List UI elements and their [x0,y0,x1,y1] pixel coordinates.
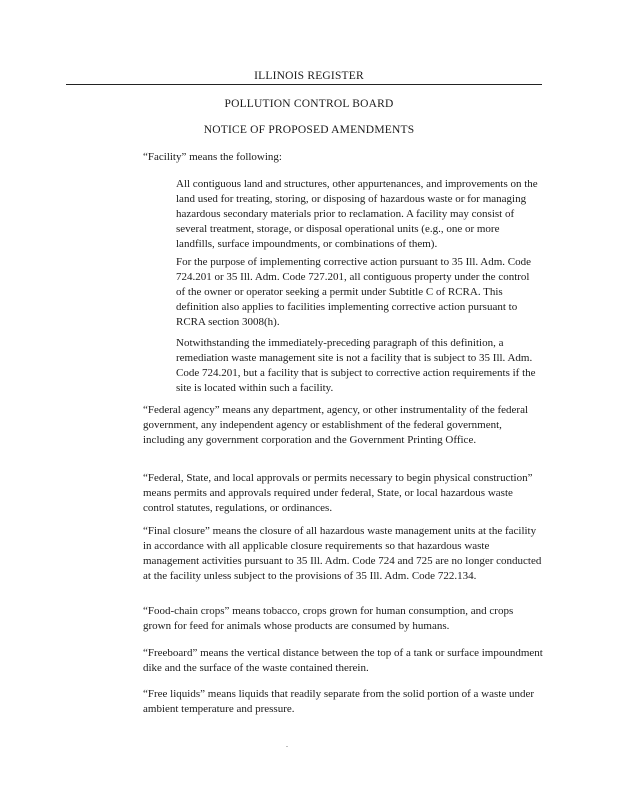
notice-title: NOTICE OF PROPOSED AMENDMENTS [203,124,415,136]
definition-free-liquids: “Free liquids” means liquids that readily separate from the solid portion of a waste under ambient temperature and pressure. [143,688,534,715]
facility-subparagraph-3: Notwithstanding the immediately-preceding paragraph of this definition, a remediation waste management site is not a facility that is subject to 35 Ill. Adm. Code 724.201, but a facility that is subject to corrective action requirements if the site is located within such a facility. [176,337,536,394]
facility-subparagraph-1: All contiguous land and structures, other appurtenances, and improvements on the land used for treating, storing, or disposing of hazardous waste or for managing hazardous secondary materials prior to reclamation. A facility may consist of several treatment, storage, or disposal operational units (e.g., one or more landfills, surface impoundments, or combinations of them). [176,178,538,250]
facility-subparagraph-2: For the purpose of implementing corrective action pursuant to 35 Ill. Adm. Code 724.201 or 35 Ill. Adm. Code 727.201, all contiguous property under the control of the owner or operator seeking a permit under Subtitle C of RCRA. This definition also applies to facilities implementing corrective action pursuant to RCRA section 3008(h). [176,256,531,328]
facility-intro: “Facility” means the following: [143,151,282,163]
register-title: ILLINOIS REGISTER [254,70,364,82]
definition-freeboard: “Freeboard” means the vertical distance between the top of a tank or surface impoundment dike and the surface of the waste contained therein. [143,647,543,674]
board-title: POLLUTION CONTROL BOARD [224,98,394,110]
header-rule [66,84,542,85]
definition-approvals-permits: “Federal, State, and local approvals or permits necessary to begin physical construction” means permits and approvals required under federal, State, or local hazardous waste control statutes, regulations, or ordinances. [143,472,533,514]
footer-mark: . [286,740,288,749]
definition-food-chain-crops: “Food-chain crops” means tobacco, crops grown for human consumption, and crops grown for feed for animals whose products are consumed by humans. [143,605,514,632]
definition-final-closure: “Final closure” means the closure of all hazardous waste management units at the facility in accordance with all applicable closure requirements so that hazardous waste management activities pursuant to 35 Ill. Adm. Code 724 and 725 are no longer conducted at the facility unless subject to the provisions of 35 Ill. Adm. Code 722.134. [143,525,542,582]
definition-federal-agency: “Federal agency” means any department, agency, or other instrumentality of the federal government, any independent agency or establishment of the federal government, including any government corporation and the Government Printing Office. [143,404,529,446]
